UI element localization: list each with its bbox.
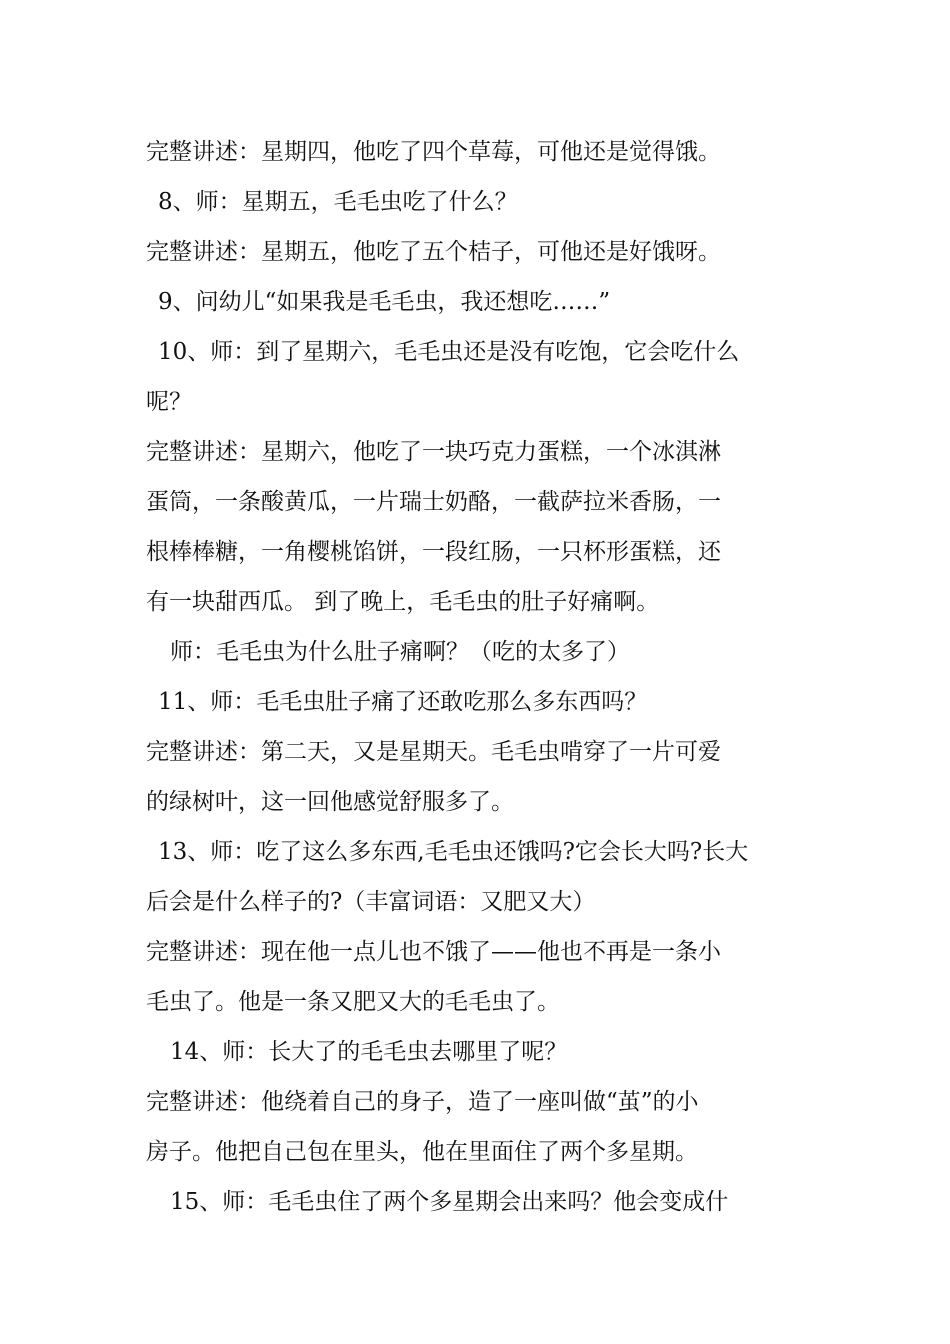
text-line-7: 完整讲述：星期六，他吃了一块巧克力蛋糕，一个冰淇淋	[146, 439, 721, 465]
body-text	[146, 127, 810, 1237]
text-line-11: 师：毛毛虫为什么肚子痛啊？（吃的太多了）	[170, 639, 630, 665]
text-line-2: 8、师：星期五，毛毛虫吃了什么？	[158, 189, 518, 215]
text-line-20: 完整讲述：他绕着自己的身子，造了一座叫做“茧”的小	[146, 1089, 699, 1115]
text-line-5: 10、师：到了星期六，毛毛虫还是没有吃饱，它会吃什么	[158, 339, 740, 365]
text-line-9: 根棒棒糖，一角樱桃馅饼，一段红肠，一只杯形蛋糕，还	[146, 539, 721, 565]
text-line-18: 毛虫了。他是一条又肥又大的毛毛虫了。	[146, 989, 560, 1015]
text-line-4: 9、问幼儿“如果我是毛毛虫，我还想吃……”	[158, 289, 611, 315]
text-line-22: 15、师：毛毛虫住了两个多星期会出来吗？他会变成什	[170, 1189, 729, 1215]
text-line-17: 完整讲述：现在他一点儿也不饿了——他也不再是一条小	[146, 939, 721, 965]
text-line-16: 后会是什么样子的?（丰富词语：又肥又大）	[146, 889, 596, 915]
text-line-3: 完整讲述：星期五，他吃了五个桔子，可他还是好饿呀。	[146, 239, 721, 265]
text-line-19: 14、师：长大了的毛毛虫去哪里了呢？	[170, 1039, 568, 1065]
text-line-21: 房子。他把自己包在里头，他在里面住了两个多星期。	[146, 1139, 698, 1165]
text-line-10: 有一块甜西瓜。 到了晚上，毛毛虫的肚子好痛啊。	[146, 589, 660, 615]
text-line-6: 呢？	[146, 389, 192, 415]
text-line-1: 完整讲述：星期四，他吃了四个草莓，可他还是觉得饿。	[146, 139, 721, 165]
text-line-15: 13、师：吃了这么多东西,毛毛虫还饿吗?它会长大吗?长大	[158, 839, 749, 865]
text-line-13: 完整讲述：第二天，又是星期天。毛毛虫啃穿了一片可爱	[146, 739, 721, 765]
text-line-12: 11、师：毛毛虫肚子痛了还敢吃那么多东西吗？	[158, 689, 648, 715]
text-line-14: 的绿树叶，这一回他感觉舒服多了。	[146, 789, 514, 815]
text-line-8: 蛋筒，一条酸黄瓜，一片瑞士奶酪，一截萨拉米香肠，一	[146, 489, 721, 515]
